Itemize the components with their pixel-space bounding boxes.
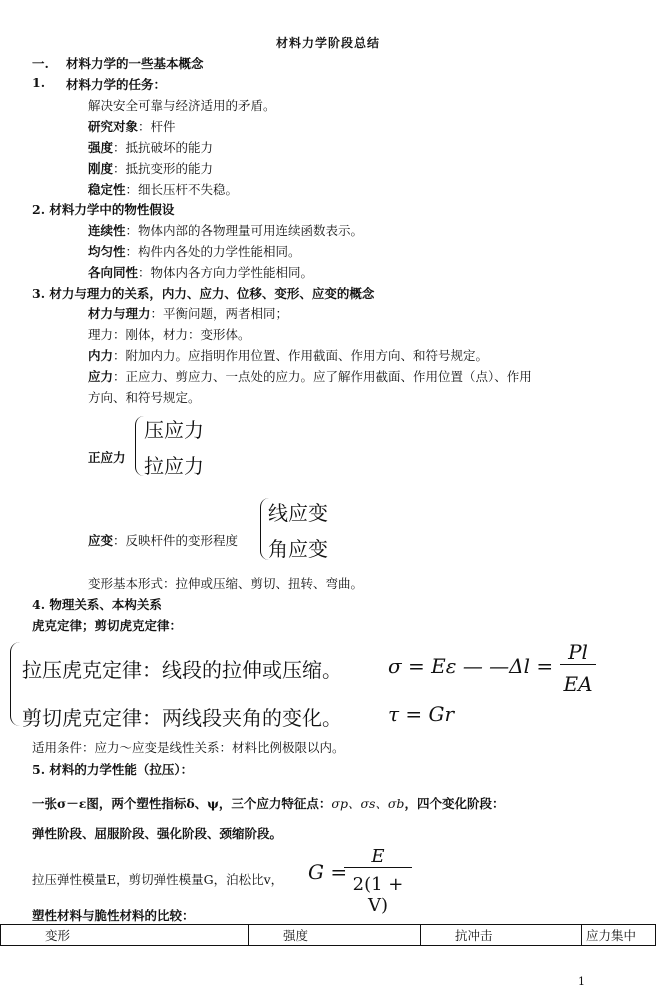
definition-line xyxy=(88,242,301,260)
term: 材力与理力 xyxy=(88,306,151,321)
section-heading: 材料力学的一些基本概念 xyxy=(66,56,204,71)
text-segment: ，四个变化阶段： xyxy=(404,796,505,811)
subsection-heading: 5. 材料的力学性能（拉压）： xyxy=(32,762,194,777)
brace-item: 拉应力 xyxy=(144,454,204,478)
text-line: 弹性阶段、屈服阶段、强化阶段、颈缩阶段。 xyxy=(32,826,283,841)
brace-item: 角应变 xyxy=(268,537,328,561)
page-number: 1 xyxy=(578,975,585,988)
table-row xyxy=(1,925,656,946)
fraction-numerator: E xyxy=(344,846,412,868)
text-line: 理力：刚体，材力：变形体。 xyxy=(88,327,251,342)
text-line: 解决安全可靠与经济适用的矛盾。 xyxy=(88,98,276,113)
brace-item: 线应变 xyxy=(268,501,328,525)
term: 研究对象 xyxy=(88,119,139,134)
table-header-cell: 应力集中 xyxy=(582,925,656,946)
text-line: 适用条件：应力～应变是线性关系：材料比例极限以内。 xyxy=(32,740,345,755)
hooke-heading: 虎克定律；剪切虎克定律： xyxy=(32,618,183,633)
table-header-cell: 变形 xyxy=(1,925,249,946)
definition-line xyxy=(88,304,288,322)
curly-brace xyxy=(10,642,21,726)
brace-item: 压应力 xyxy=(144,418,204,442)
definition-line xyxy=(88,180,238,198)
comparison-table xyxy=(0,924,656,946)
definition: ：构件内各处的力学性能相同。 xyxy=(125,244,301,259)
subsection-number: 1. xyxy=(32,75,46,90)
fraction-numerator: Pl xyxy=(560,640,596,665)
subsection-heading: 4. 物理关系、本构关系 xyxy=(32,597,162,612)
definition-line xyxy=(88,346,488,364)
subsection-heading: 3. 材力与理力的关系，内力、应力、位移、变形、应变的概念 xyxy=(32,286,375,301)
definition: ：物体内各方向力学性能相同。 xyxy=(138,265,314,280)
equation-text: 拉压虎克定律：线段的拉伸或压缩。 xyxy=(22,658,342,682)
table-header-cell: 抗冲击 xyxy=(421,925,582,946)
text-segment: 一张σ－ε图，两个塑性指标δ、ψ，三个应力特征点： xyxy=(32,796,332,811)
section-number: 一. xyxy=(32,56,49,71)
definition: ：杆件 xyxy=(138,119,176,134)
definition-line xyxy=(88,159,213,177)
definition: ：物体内部的各物理量可用连续函数表示。 xyxy=(125,223,364,238)
definition-line xyxy=(88,367,532,385)
term: 均匀性 xyxy=(88,244,126,259)
equation-formula: σ = Eε — —Δl = xyxy=(388,654,554,678)
text-line xyxy=(32,794,504,812)
term: 各向同性 xyxy=(88,265,139,280)
definition-line xyxy=(88,263,313,281)
definition: ：反映杆件的变形程度 xyxy=(113,533,239,548)
subsection-heading: 2. 材料力学中的物性假设 xyxy=(32,202,175,217)
term: 连续性 xyxy=(88,223,126,238)
subsection-heading: 材料力学的任务： xyxy=(66,77,167,92)
definition-line xyxy=(88,531,238,549)
fraction-denominator: EA xyxy=(563,672,593,696)
term: 应力 xyxy=(88,369,114,384)
definition: ：平衡问题，两者相同； xyxy=(150,306,289,321)
definition-line xyxy=(88,221,363,239)
term: 稳定性 xyxy=(88,182,126,197)
table-header-cell: 强度 xyxy=(249,925,421,946)
fraction-denominator: 2(1 + V) xyxy=(352,874,404,916)
definition: ：正应力、剪应力、一点处的应力。应了解作用截面、作用位置（点）、作用 xyxy=(113,369,532,384)
definition: ：抵抗破坏的能力 xyxy=(113,140,214,155)
definition: ：附加内力。应指明作用位置、作用截面、作用方向、和符号规定。 xyxy=(113,348,489,363)
compare-heading: 塑性材料与脆性材料的比较： xyxy=(32,908,195,923)
definition-line xyxy=(88,138,213,156)
equation-formula: τ = Gr xyxy=(388,702,455,726)
term: 应变 xyxy=(88,533,114,548)
normal-stress-label: 正应力 xyxy=(88,450,126,465)
term: 强度 xyxy=(88,140,114,155)
equation-formula: G = xyxy=(308,860,348,884)
text-line: 方向、和符号规定。 xyxy=(88,390,201,405)
curly-brace xyxy=(135,416,144,476)
text-line: 变形基本形式：拉伸或压缩、剪切、扭转、弯曲。 xyxy=(88,576,364,591)
text-line: 拉压弹性模量E，剪切弹性模量G，泊松比v， xyxy=(32,872,284,887)
term: 刚度 xyxy=(88,161,114,176)
definition: ：抵抗变形的能力 xyxy=(113,161,214,176)
definition-line xyxy=(88,117,176,135)
symbol-segment: σp、σs、σb xyxy=(331,796,405,811)
definition: ：细长压杆不失稳。 xyxy=(125,182,239,197)
equation-text: 剪切虎克定律：两线段夹角的变化。 xyxy=(22,706,342,730)
term: 内力 xyxy=(88,348,114,363)
page-title: 材料力学阶段总结 xyxy=(275,36,380,50)
